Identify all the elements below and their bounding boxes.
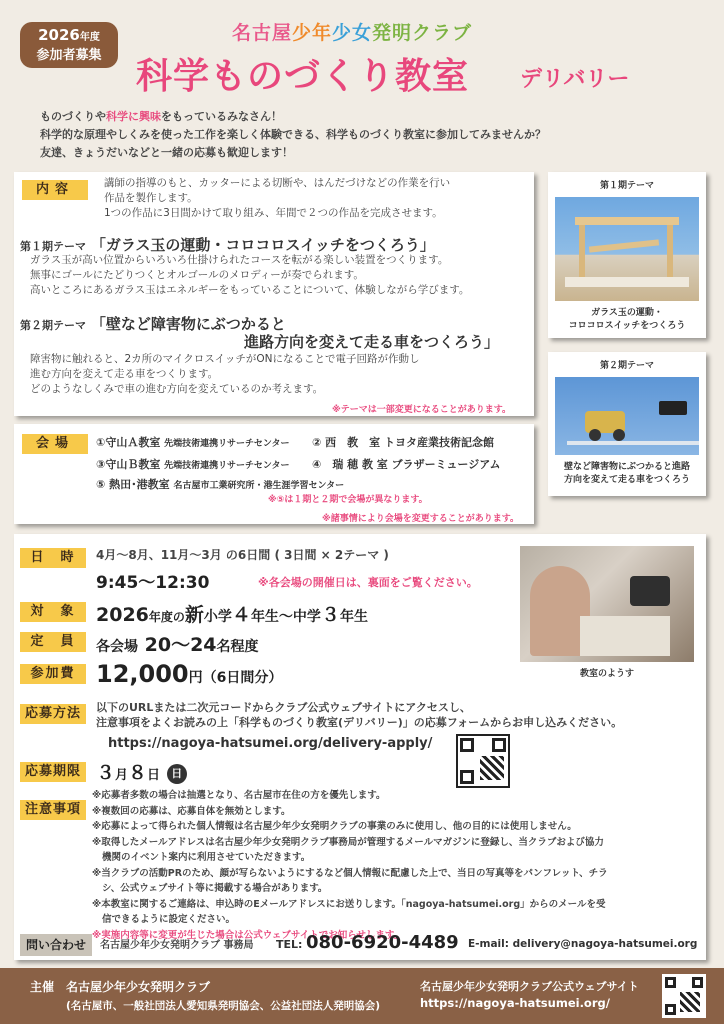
note-item-6a: ※本教室に関するご連絡は、申込時のEメールアドレスにお送りします。「nagoya-hatsumei.org」からのメールを受 <box>92 898 606 910</box>
contact-label: 問い合わせ <box>20 934 92 956</box>
theme2-line3: どのようなしくみで車の進む方向を変えているのか考えます。 <box>30 383 324 395</box>
photo-theme1-card <box>548 172 706 338</box>
date-time: 9:45～12:30 <box>96 573 210 593</box>
year-badge-recruit: 参加者募集 <box>36 48 102 63</box>
capacity-label: 定 員 <box>20 632 86 652</box>
club-name-part3: 少女 <box>332 22 373 44</box>
photo-theme2-caption <box>548 461 706 487</box>
venue-5-place: 名古屋市工業研究所・港生涯学習センター <box>173 481 345 491</box>
theme1-number: 第１期 <box>20 240 53 253</box>
theme-change-note: ※テーマは一部変更になることがあります。 <box>332 405 512 415</box>
photo-theme1-image <box>555 197 699 301</box>
note-item-1: ※応募者多数の場合は抽選となり、名古屋市在住の方を優先します。 <box>92 790 386 801</box>
apply-line1: 以下のURLまたは二次元コードからクラブ公式ウェブサイトにアクセスし、 <box>96 701 471 714</box>
deadline-weekday-badge: 日 <box>167 764 187 784</box>
photo-classroom-image <box>520 546 694 662</box>
apply-url-link[interactable]: https://nagoya-hatsumei.org/delivery-apply/ <box>108 736 433 751</box>
footer-host-label: 主催 <box>30 980 55 994</box>
target-year: 2026 <box>96 604 149 626</box>
target-grade-suffix: 年生 <box>339 609 368 625</box>
photo-theme1-title: 第１期テーマ <box>599 181 654 191</box>
intro-line2: 科学的な原理やしくみを使った工作を楽しく体験できる、科学ものづくり教室に参加してみませんか？ <box>40 128 546 141</box>
theme2-line2: 進む方向を変えて走る車をつくります。 <box>30 368 219 380</box>
note-item-5a: ※当クラブの活動PRのため、顔が写らないようにするなど個人情報に配慮した上で、当日の写真等をパンフレット、チラ <box>92 867 608 879</box>
date-note: ※各会場の開催日は、裏面をご覧ください。 <box>258 576 478 589</box>
target-grade-from: ４ <box>231 604 251 626</box>
theme1-description <box>30 253 530 298</box>
contact-tel[interactable]: 080-6920-4489 <box>306 932 459 953</box>
target-year-suffix: 年度の <box>148 610 185 624</box>
note-item-6b: 信できるように設定ください。 <box>102 914 236 925</box>
note-item-2: ※複数回の応募は、応募自体を無効とします。 <box>92 805 291 817</box>
content-desc-line3: 1つの作品に3日間かけて取り組み、年間で２つの作品を完成させます。 <box>104 207 443 219</box>
deadline-label: 応募期限 <box>20 762 86 782</box>
notes-label: 注意事項 <box>20 800 86 820</box>
venue-3 <box>96 456 289 472</box>
photo-theme2-caption-line1: 壁など障害物にぶつかると進路 <box>563 462 690 472</box>
intro-line1-c: をもっているみなさん！ <box>161 110 282 123</box>
target-value <box>96 600 368 627</box>
club-name-part1: 名古屋 <box>232 22 293 44</box>
club-name <box>232 18 472 45</box>
venue-5-name: ⑤ 熱田･港教室 <box>96 478 170 491</box>
photo-classroom-caption: 教室のようす <box>579 669 634 679</box>
note-item-4a: ※取得したメールアドレスは名古屋少年少女発明クラブ事務局が管理するメールマガジンに登録し、当クラブおよび協力 <box>92 836 604 848</box>
theme2-title-b: 進路方向を変えて走る車をつくろう」 <box>244 333 500 351</box>
club-name-part2: 少年 <box>292 22 333 44</box>
deadline-month-suffix: 月 <box>115 768 129 783</box>
page-title: 科学ものづくり教室 <box>136 56 470 97</box>
intro-text <box>40 108 546 162</box>
fee-unit: 円 <box>188 670 203 686</box>
fee-period: （6日間分） <box>202 670 283 686</box>
theme2-title-a: 「壁など障害物にぶつかると <box>90 315 286 333</box>
theme1-title: 「ガラス玉の運動・コロコロスイッチをつくろう」 <box>90 236 435 254</box>
theme2-number: 第２期 <box>20 319 53 332</box>
photo-theme1-caption-line1: ガラス玉の運動・ <box>591 308 663 318</box>
intro-line1-a: ものづくりや <box>40 110 106 123</box>
theme1-line3: 高いところにあるガラス玉はエネルギーをもっていることについて、体験しながら学びます。 <box>30 284 470 296</box>
date-label: 日 時 <box>20 548 86 568</box>
venue-4-place: ブラザーミュージアム <box>391 458 501 471</box>
note-item-5b: シ、公式ウェブサイト等に掲載する場合があります。 <box>102 883 328 894</box>
capacity-prefix: 各会場 <box>96 639 138 655</box>
target-middle: 年生～中学 <box>250 609 321 625</box>
apply-label: 応募方法 <box>20 704 86 724</box>
theme1-heading <box>20 234 435 255</box>
content-desc-line1: 講師の指導のもと、カッターによる切断や、はんだづけなどの作業を行い <box>104 177 451 189</box>
capacity-value <box>96 630 259 657</box>
capacity-suffix: 名程度 <box>216 639 259 655</box>
theme1-line1: ガラス玉が高い位置からいろいろ仕掛けられたコースを転がる楽しい装置をつくります。 <box>30 254 449 266</box>
club-name-part4: 発明クラブ <box>372 22 473 44</box>
target-grade-to: ３ <box>320 604 340 626</box>
venue-3-name: ③守山Ｂ教室 <box>96 458 161 471</box>
intro-line3: 友達、きょうだいなどと一緒の応募も歓迎します！ <box>40 146 293 159</box>
photo-theme1-caption <box>548 307 706 333</box>
year-badge-suffix: 年度 <box>79 32 100 43</box>
target-label: 対 象 <box>20 602 86 622</box>
notes-list <box>92 788 700 943</box>
theme1-line2: 無事にゴールにたどりつくとオルゴールのメロディーが奏でられます。 <box>30 269 364 281</box>
theme2-tag: テーマ <box>53 319 86 332</box>
footer <box>0 968 724 1024</box>
photo-theme2-image <box>555 377 699 455</box>
venue-2 <box>312 434 494 450</box>
date-period: 4月～8月、11月～3月 の6日間 ( 3日間 × 2テーマ ) <box>96 548 389 562</box>
footer-site-url[interactable]: https://nagoya-hatsumei.org/ <box>420 996 610 1010</box>
photo-theme1-caption-line2: コロコロスイッチをつくろう <box>568 321 686 331</box>
content-description <box>104 176 524 221</box>
contact-tel-label: TEL: <box>276 938 303 951</box>
year-badge <box>20 22 118 68</box>
contact-email[interactable]: E-mail: delivery@nagoya-hatsumei.org <box>468 938 698 950</box>
venue-5-note: ※⑤は１期と２期で会場が異なります。 <box>268 495 428 505</box>
apply-description <box>96 700 696 730</box>
photo-theme2-card <box>548 352 706 496</box>
theme2-line1: 障害物に触れると、2カ所のマイクロスイッチがONになることで電子回路が作動し <box>30 353 420 365</box>
venue-change-note: ※諸事情により会場を変更することがあります。 <box>322 514 520 524</box>
footer-host-sub: (名古屋市、一般社団法人愛知県発明協会、公益社団法人発明協会) <box>66 1000 381 1012</box>
footer-host-name: 名古屋少年少女発明クラブ <box>66 980 211 994</box>
venue-1-name: ①守山Ａ教室 <box>96 436 161 449</box>
footer-host <box>30 978 210 995</box>
footer-site-label: 名古屋少年少女発明クラブ公式ウェブサイト <box>420 980 639 993</box>
venue-1-place: 先端技術連携リサーチセンター <box>164 439 290 449</box>
content-label: 内容 <box>22 180 88 200</box>
venue-2-name: ② 西 教 室 <box>312 436 381 449</box>
fee-value <box>96 660 282 688</box>
fee-label: 参加費 <box>20 664 86 684</box>
target-new: 新 <box>184 604 204 626</box>
contact-org: 名古屋少年少女発明クラブ 事務局 <box>100 940 254 951</box>
photo-theme2-caption-line2: 方向を変えて走る車をつくろう <box>563 475 690 485</box>
page-subtitle: デリバリー <box>520 67 630 92</box>
footer-qr-code-icon[interactable] <box>662 974 706 1018</box>
note-item-4b: 機関のイベント案内に利用させていただきます。 <box>102 852 311 863</box>
fee-amount: 12,000 <box>96 660 189 688</box>
venue-label: 会場 <box>22 434 88 454</box>
deadline-value <box>96 758 187 785</box>
venue-3-place: 先端技術連携リサーチセンター <box>164 461 290 471</box>
theme2-description <box>30 352 530 397</box>
note-item-3: ※応募によって得られた個人情報は名古屋少年少女発明クラブの事業のみに使用し、他の目的には使用しません。 <box>92 821 577 832</box>
apply-line2: 注意事項をよくお読みの上「科学ものづくり教室(デリバリー)」の応募フォームからお申し込みください。 <box>96 716 623 729</box>
venue-4 <box>312 456 500 472</box>
content-desc-line2: 作品を製作します。 <box>104 192 198 204</box>
capacity-range: 20～24 <box>144 634 217 656</box>
deadline-day: ８ <box>128 762 148 784</box>
note-item-7: ※実施内容等に変更が生じた場合は公式ウェブサイトでお知らせします。 <box>92 929 404 941</box>
photo-theme2-title: 第２期テーマ <box>599 361 654 371</box>
venue-5 <box>96 476 344 492</box>
venue-1 <box>96 434 289 450</box>
venue-2-place: トヨタ産業技術記念館 <box>384 436 494 449</box>
venue-4-name: ④ 瑞 穂 教 室 <box>312 458 388 471</box>
deadline-day-suffix: 日 <box>147 768 161 783</box>
intro-line1-highlight: 科学に興味 <box>106 110 161 123</box>
deadline-month: ３ <box>96 762 116 784</box>
year-badge-year: 2026 <box>38 26 80 44</box>
theme1-tag: テーマ <box>53 240 86 253</box>
apply-qr-code-icon[interactable] <box>456 734 510 788</box>
target-elementary: 小学 <box>203 609 232 625</box>
